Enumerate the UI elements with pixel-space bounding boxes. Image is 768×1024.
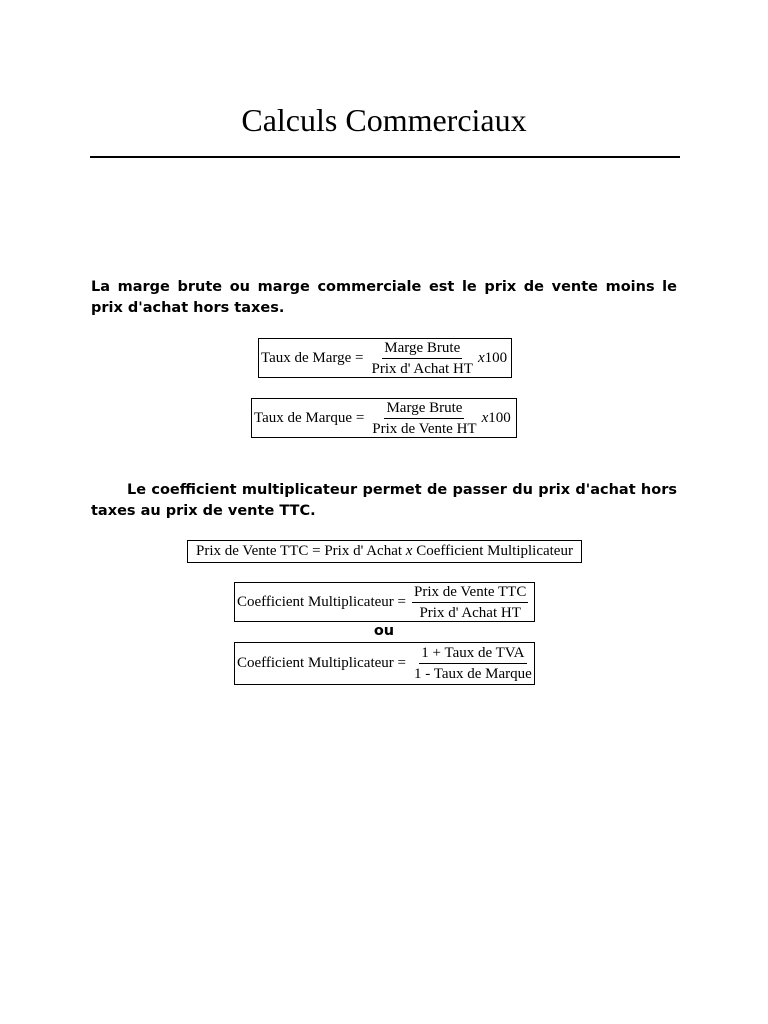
formula-lhs: Taux de Marge =: [261, 349, 364, 366]
times-symbol: x: [477, 349, 485, 366]
formula-taux-de-marge: [258, 338, 512, 378]
formula-lhs: Taux de Marque =: [254, 409, 365, 426]
fraction-denominator: Prix de Vente HT: [372, 420, 477, 437]
formula-prix-de-vente-ttc: [187, 540, 582, 563]
formula-multiplier: [478, 350, 507, 367]
page-title: Calculs Commerciaux: [241, 102, 527, 138]
fraction-denominator: Prix d' Achat HT: [419, 604, 521, 621]
fraction-denominator: 1 - Taux de Marque: [413, 666, 532, 682]
formula-coefficient-multiplicateur-1: [234, 582, 535, 622]
fraction: [370, 339, 475, 378]
multiplier-value: 100: [484, 349, 508, 366]
fraction: [412, 644, 534, 683]
formula-lhs: Coefficient Multiplicateur =: [237, 593, 406, 610]
fraction-numerator: Prix de Vente TTC: [412, 583, 528, 603]
fraction-denominator: Prix d' Achat HT: [371, 360, 473, 377]
times-symbol: x: [481, 409, 489, 426]
formula-lhs: Coefficient Multiplicateur =: [237, 655, 406, 671]
multiplier-value: 100: [488, 409, 511, 426]
formula-taux-de-marque: [251, 398, 517, 438]
title-underline: [90, 156, 680, 158]
formula-rhs: Coefficient Multiplicateur: [416, 543, 573, 559]
fraction-numerator: Marge Brute: [382, 339, 462, 359]
paragraph-marge-brute: La marge brute ou marge commerciale est le prix de vente moins le prix d'achat hors taxes.: [91, 279, 677, 316]
fraction-numerator: Marge Brute: [384, 399, 464, 419]
paragraph-coefficient: Le coefficient multiplicateur permet de passer du prix d'achat hors taxes au prix de vente TTC.: [91, 482, 677, 519]
fraction: [412, 583, 528, 622]
separator-ou: ou: [373, 623, 395, 639]
fraction-numerator: 1 + Taux de TVA: [419, 644, 526, 664]
fraction: [370, 399, 478, 438]
formula-multiplier: [482, 410, 511, 427]
formula-coefficient-multiplicateur-2: [234, 642, 535, 685]
formula-lhs: Prix de Vente TTC = Prix d' Achat: [196, 543, 403, 559]
times-symbol: x: [405, 543, 413, 559]
